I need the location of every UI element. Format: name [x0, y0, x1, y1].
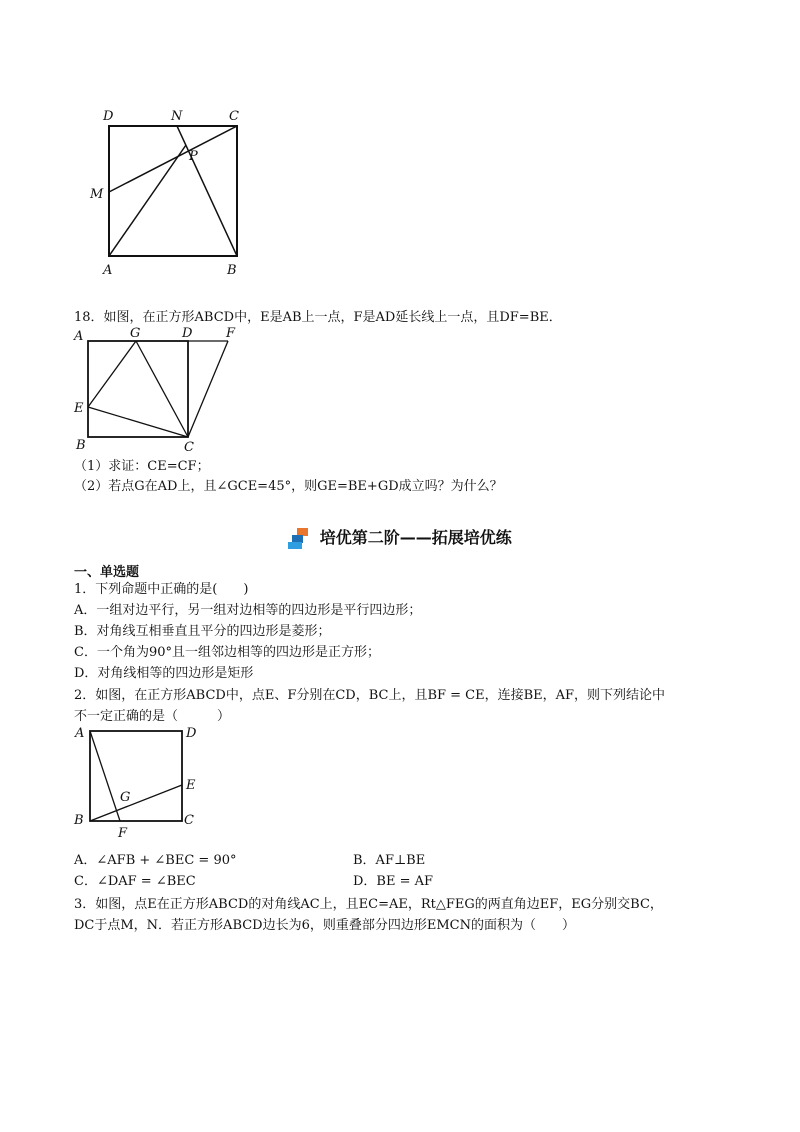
label-b: B: [74, 813, 84, 828]
figure-q2: [72, 723, 212, 843]
heading-logo-icon: [288, 528, 310, 550]
label-f: F: [118, 826, 128, 841]
label-e: E: [74, 401, 84, 416]
label-m: M: [90, 187, 104, 202]
q1-stem: 1．下列命题中正确的是( ): [74, 582, 249, 597]
q2-stem-line1: 2．如图，在正方形ABCD中，点E、F分别在CD，BC上，且BF = CE，连接BE，AF，则下列结论中: [74, 688, 666, 703]
label-a: A: [74, 329, 84, 344]
segment-eg: [88, 341, 136, 407]
q1-option-c: C．一个角为90°且一组邻边相等的四边形是正方形；: [74, 645, 380, 660]
label-d: D: [103, 109, 114, 124]
label-a: A: [75, 726, 85, 741]
label-c: C: [184, 440, 194, 455]
label-g: G: [120, 790, 131, 805]
label-d: D: [186, 726, 197, 741]
segment-ap: [109, 145, 186, 256]
label-c: C: [184, 813, 194, 828]
label-f: F: [226, 326, 236, 341]
label-g: G: [130, 326, 141, 341]
section-title: 一、单选题: [74, 565, 140, 580]
label-b: B: [76, 438, 86, 453]
label-b: B: [227, 263, 237, 278]
segment-ec: [88, 407, 188, 437]
segment-fc: [188, 341, 228, 437]
heading-title: 培优第二阶——拓展培优练: [319, 528, 512, 547]
q3-line2: DC于点M，N．若正方形ABCD边长为6，则重叠部分四边形EMCN的面积为（ ）: [74, 918, 576, 933]
q2-stem-line2: 不一定正确的是（ ）: [74, 709, 231, 724]
label-d: D: [182, 326, 193, 341]
segment-mc: [109, 126, 237, 192]
q1-option-d: D．对角线相等的四边形是矩形: [74, 666, 254, 681]
q18-part1: （1）求证：CE=CF；: [74, 459, 210, 474]
segment-af: [90, 731, 120, 821]
q18-part2: （2）若点G在AD上，且∠GCE=45°，则GE=BE+GD成立吗？为什么？: [74, 479, 503, 494]
segment-be: [90, 785, 182, 821]
label-e: E: [186, 778, 196, 793]
q2-option-d: D．BE = AF: [353, 874, 434, 889]
label-a: A: [103, 263, 113, 278]
q18-text: 18．如图，在正方形ABCD中，E是AB上一点，F是AD延长线上一点，且DF=BE．: [74, 310, 562, 325]
square-abcd-q2: [90, 731, 182, 821]
section-heading: [0, 525, 800, 550]
label-c: C: [229, 109, 239, 124]
q2-option-c: C．∠DAF = ∠BEC: [74, 874, 196, 889]
q1-option-a: A．一组对边平行，另一组对边相等的四边形是平行四边形；: [74, 603, 422, 618]
figure-square-mnp: [85, 100, 255, 285]
q1-option-b: B．对角线互相垂直且平分的四边形是菱形；: [74, 624, 331, 639]
label-p: P: [189, 149, 198, 164]
segment-gc: [136, 341, 188, 437]
q2-option-a: A．∠AFB + ∠BEC = 90°: [74, 853, 237, 868]
q3-line1: 3．如图，点E在正方形ABCD的对角线AC上，且EC=AE，Rt△FEG的两直角边EF，EG分别交BC，: [74, 897, 663, 912]
label-n: N: [171, 109, 183, 124]
q2-option-b: B．AF⊥BE: [353, 853, 426, 868]
square-abcd: [109, 126, 237, 256]
figure-q18: [72, 326, 252, 456]
